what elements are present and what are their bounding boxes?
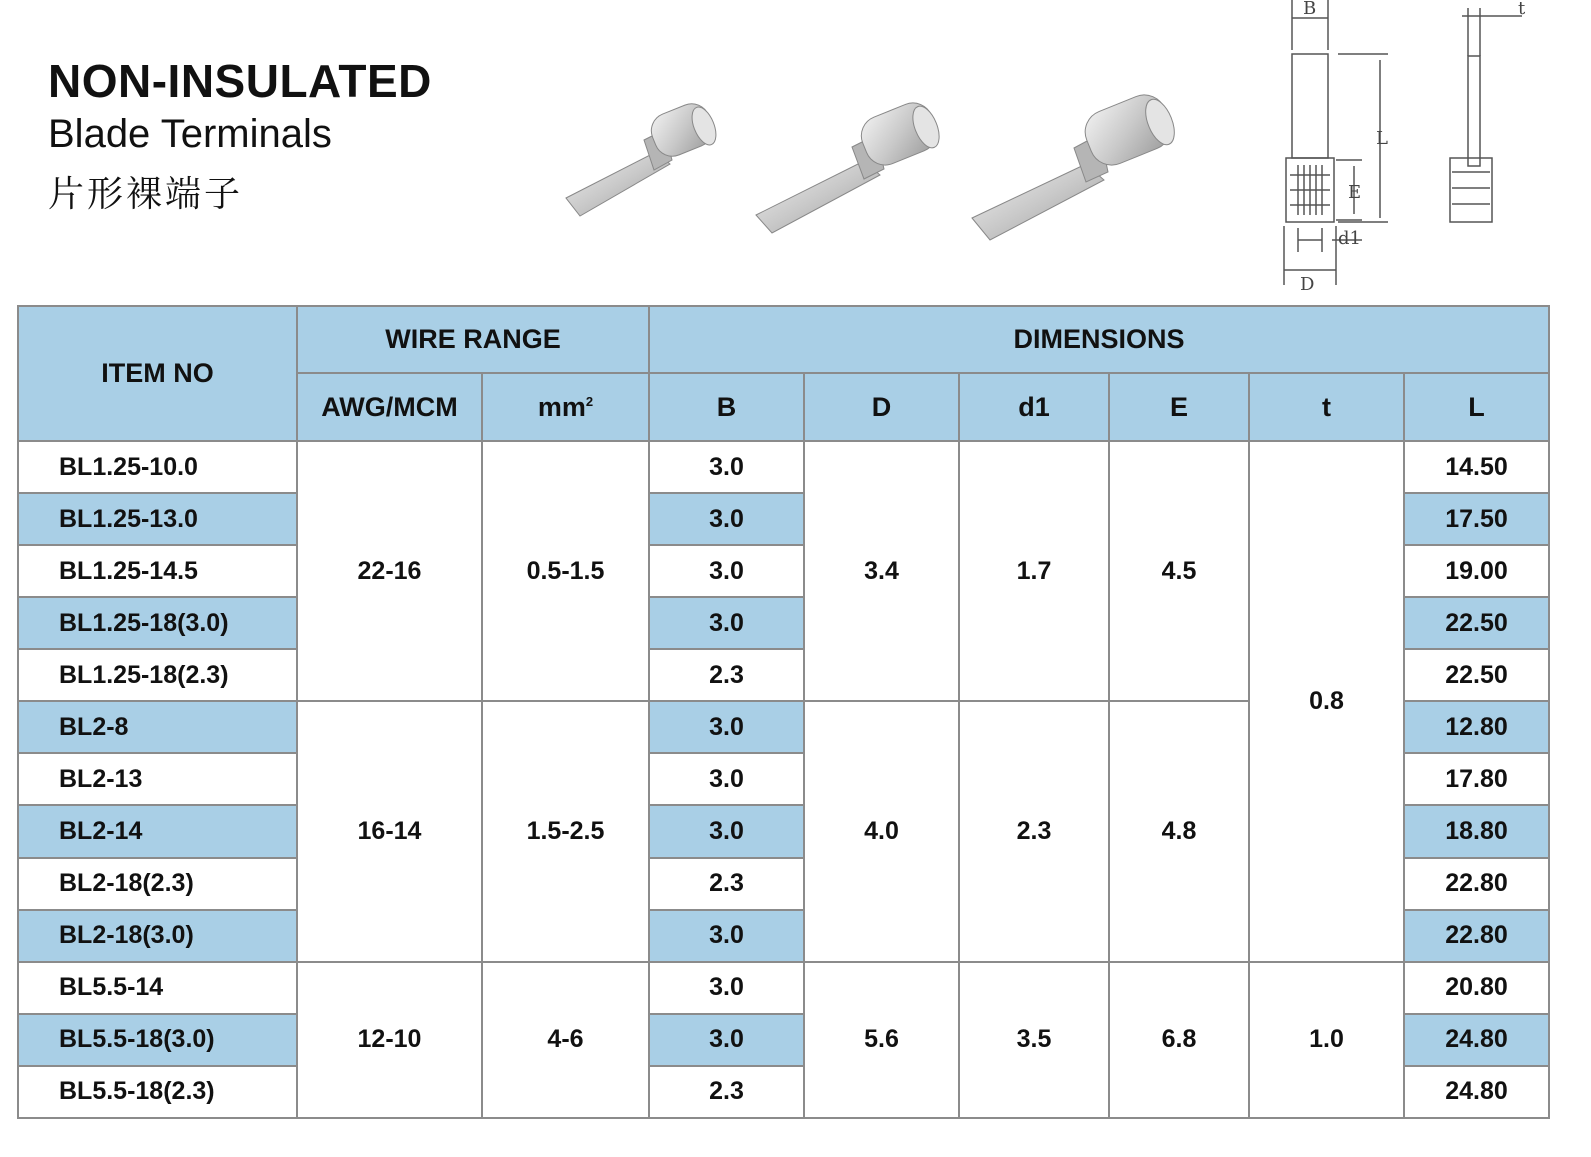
header-e: E: [1109, 373, 1249, 441]
item-no-cell: BL5.5-18(2.3): [18, 1066, 297, 1118]
header-item-no: ITEM NO: [18, 306, 297, 441]
header-b: B: [649, 373, 804, 441]
item-no-cell: BL2-13: [18, 753, 297, 805]
item-no-cell: BL1.25-14.5: [18, 545, 297, 597]
b-cell: 3.0: [649, 910, 804, 962]
item-no-cell: BL2-8: [18, 701, 297, 753]
d-cell: 4.0: [804, 701, 959, 961]
l-cell: 17.80: [1404, 753, 1549, 805]
header-mm2: [482, 373, 649, 441]
l-cell: 22.50: [1404, 649, 1549, 701]
terminal-photo-medium: [752, 95, 947, 245]
diagram-label-t: t: [1518, 0, 1526, 19]
header-l: L: [1404, 373, 1549, 441]
e-cell: 6.8: [1109, 962, 1249, 1118]
d1-cell: 2.3: [959, 701, 1109, 961]
terminal-photo-large: [968, 88, 1183, 248]
header-mm-label: mm: [537, 391, 586, 422]
diagram-label-d1: d1: [1338, 228, 1361, 249]
table-row: [18, 441, 1549, 493]
awg-cell: 12-10: [297, 962, 482, 1118]
l-cell: 19.00: [1404, 545, 1549, 597]
b-cell: 3.0: [649, 545, 804, 597]
item-no-cell: BL2-14: [18, 805, 297, 857]
header-wire-range: WIRE RANGE: [297, 306, 649, 373]
mm2-cell: 4-6: [482, 962, 649, 1118]
header-mm-superscript: 2: [585, 393, 594, 409]
b-cell: 3.0: [649, 962, 804, 1014]
diagram-label-d: D: [1300, 274, 1315, 295]
header-d1: d1: [959, 373, 1109, 441]
terminal-photo-small: [560, 90, 725, 230]
d-cell: 5.6: [804, 962, 959, 1118]
header-t: t: [1249, 373, 1404, 441]
b-cell: 3.0: [649, 805, 804, 857]
b-cell: 3.0: [649, 1014, 804, 1066]
d1-cell: 1.7: [959, 441, 1109, 701]
l-cell: 20.80: [1404, 962, 1549, 1014]
b-cell: 2.3: [649, 858, 804, 910]
specification-table: [17, 305, 1550, 1119]
d1-cell: 3.5: [959, 962, 1109, 1118]
diagram-label-b: B: [1303, 0, 1317, 19]
b-cell: 3.0: [649, 701, 804, 753]
l-cell: 12.80: [1404, 701, 1549, 753]
diagram-label-l: L: [1376, 128, 1388, 149]
b-cell: 2.3: [649, 1066, 804, 1118]
page-subtitle: Blade Terminals: [48, 112, 332, 156]
d-cell: 3.4: [804, 441, 959, 701]
b-cell: 3.0: [649, 493, 804, 545]
header-dimensions: DIMENSIONS: [649, 306, 1549, 373]
page-title: NON-INSULATED: [48, 55, 432, 107]
diagram-label-e: E: [1348, 182, 1362, 203]
awg-cell: 22-16: [297, 441, 482, 701]
l-cell: 24.80: [1404, 1014, 1549, 1066]
item-no-cell: BL1.25-18(3.0): [18, 597, 297, 649]
l-cell: 24.80: [1404, 1066, 1549, 1118]
item-no-cell: BL2-18(2.3): [18, 858, 297, 910]
item-no-cell: BL1.25-18(2.3): [18, 649, 297, 701]
item-no-cell: BL1.25-10.0: [18, 441, 297, 493]
l-cell: 14.50: [1404, 441, 1549, 493]
mm2-cell: 0.5-1.5: [482, 441, 649, 701]
b-cell: 3.0: [649, 597, 804, 649]
awg-cell: 16-14: [297, 701, 482, 961]
item-no-cell: BL5.5-14: [18, 962, 297, 1014]
item-no-cell: BL1.25-13.0: [18, 493, 297, 545]
e-cell: 4.5: [1109, 441, 1249, 701]
l-cell: 22.80: [1404, 858, 1549, 910]
page-subtitle-chinese: 片形裸端子: [48, 174, 244, 215]
item-no-cell: BL2-18(3.0): [18, 910, 297, 962]
t-cell: 1.0: [1249, 962, 1404, 1118]
item-no-cell: BL5.5-18(3.0): [18, 1014, 297, 1066]
header-awg-mcm: AWG/MCM: [297, 373, 482, 441]
b-cell: 2.3: [649, 649, 804, 701]
t-cell: 0.8: [1249, 441, 1404, 962]
b-cell: 3.0: [649, 753, 804, 805]
dimension-diagram: [1270, 0, 1540, 295]
l-cell: 22.50: [1404, 597, 1549, 649]
l-cell: 17.50: [1404, 493, 1549, 545]
l-cell: 18.80: [1404, 805, 1549, 857]
mm2-cell: 1.5-2.5: [482, 701, 649, 961]
e-cell: 4.8: [1109, 701, 1249, 961]
header-d: D: [804, 373, 959, 441]
b-cell: 3.0: [649, 441, 804, 493]
l-cell: 22.80: [1404, 910, 1549, 962]
table-row: [18, 962, 1549, 1014]
